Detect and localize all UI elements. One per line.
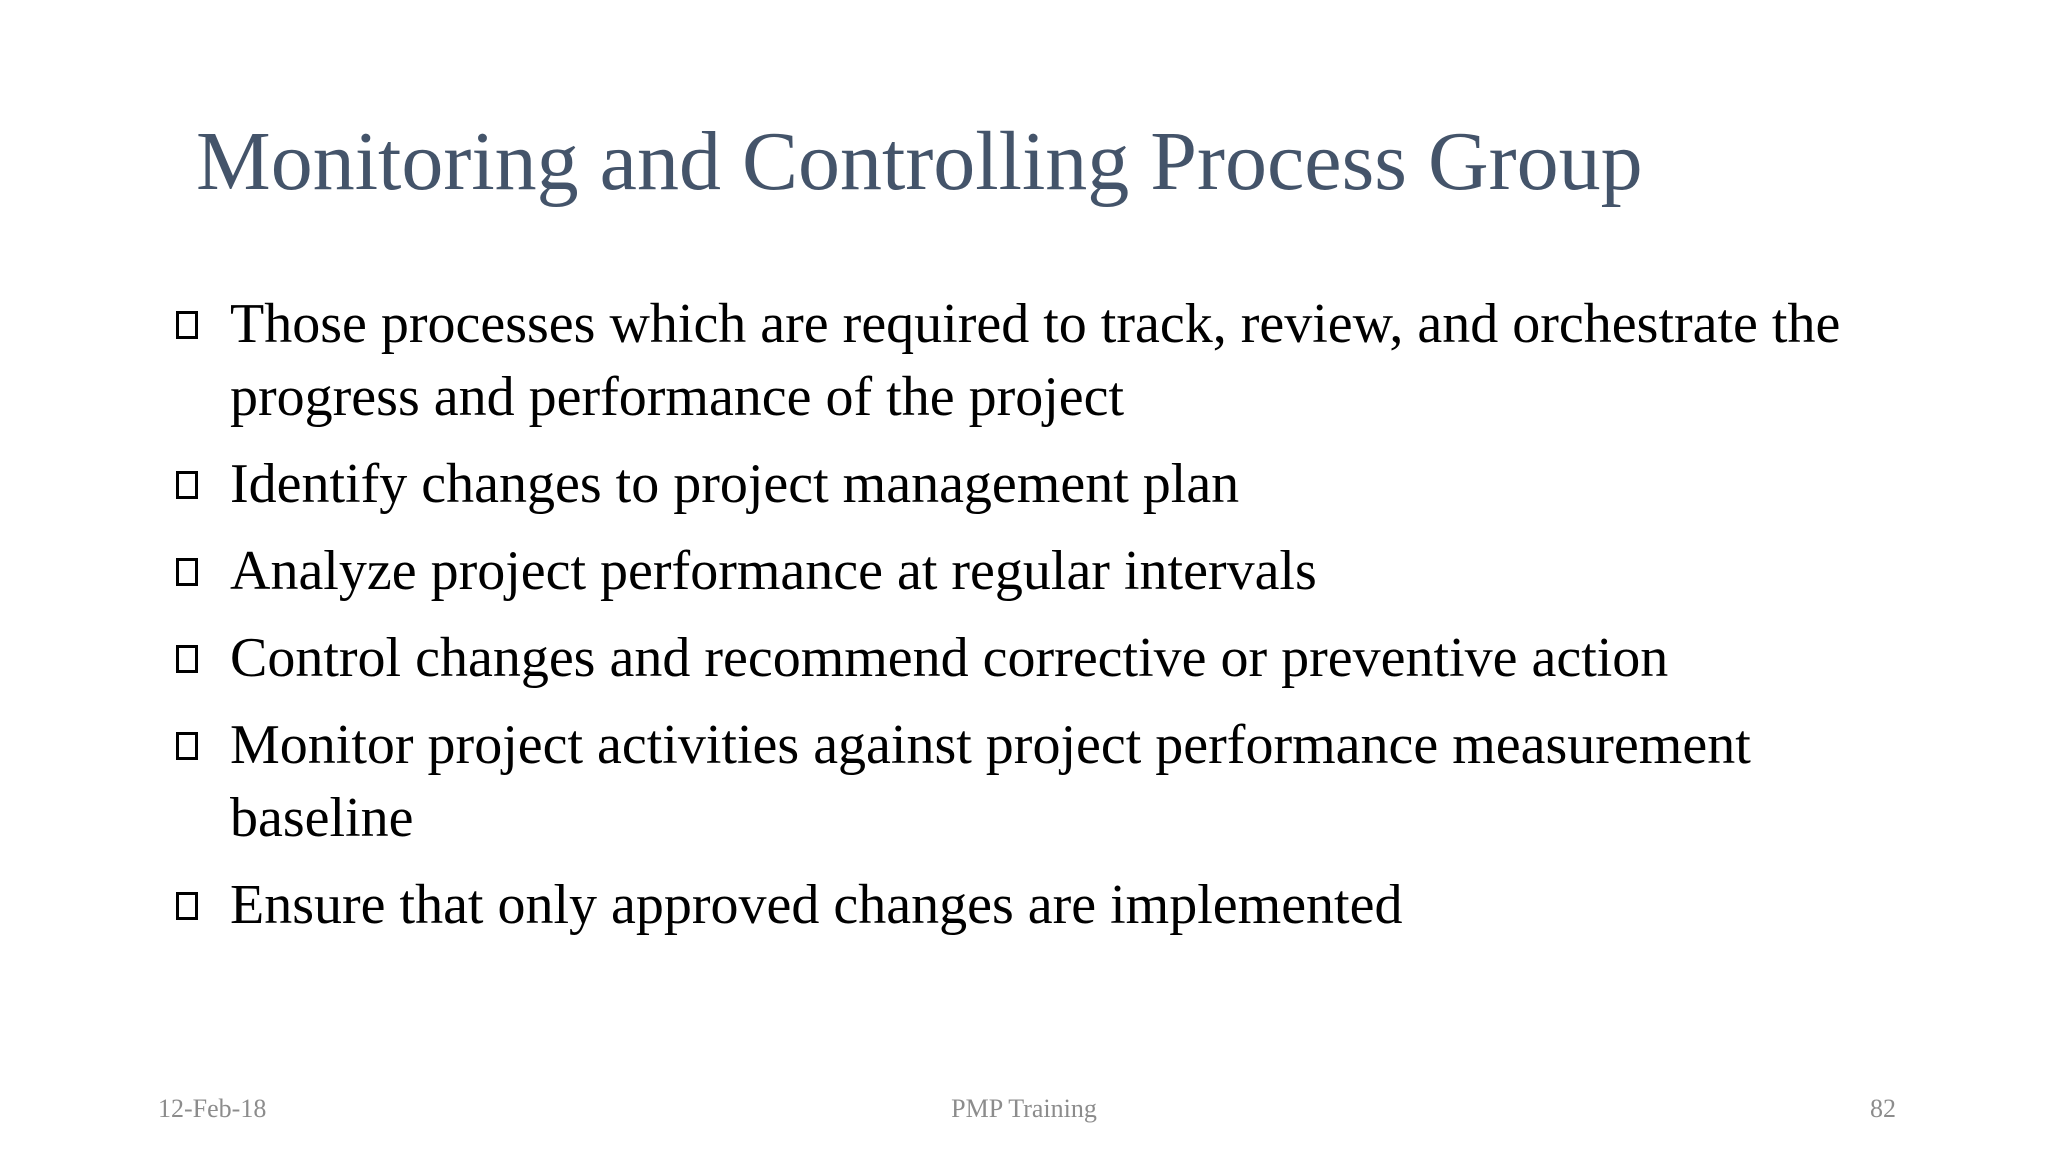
footer-title: PMP Training	[951, 1094, 1097, 1123]
checkbox-bullet-icon	[176, 732, 198, 760]
footer-date: 12-Feb-18	[158, 1094, 267, 1123]
bullet-item	[172, 448, 1892, 521]
bullet-item	[172, 288, 1892, 434]
bullet-item	[172, 535, 1892, 608]
bullet-text: Those processes which are required to track, review, and orchestrate the progress and performance of the project	[230, 293, 1841, 428]
bullet-text: Analyze project performance at regular intervals	[230, 540, 1317, 602]
bullet-list	[172, 288, 1892, 956]
footer-page-number: 82	[1870, 1094, 1896, 1123]
bullet-text: Control changes and recommend corrective or preventive action	[230, 627, 1669, 689]
bullet-item	[172, 622, 1892, 695]
checkbox-bullet-icon	[176, 892, 198, 920]
checkbox-bullet-icon	[176, 311, 198, 339]
bullet-text: Monitor project activities against project performance measurement baseline	[230, 714, 1751, 849]
bullet-text: Ensure that only approved changes are implemented	[230, 874, 1403, 936]
checkbox-bullet-icon	[176, 558, 198, 586]
slide-title: Monitoring and Controlling Process Group	[196, 115, 1643, 208]
checkbox-bullet-icon	[176, 645, 198, 673]
bullet-text: Identify changes to project management plan	[230, 453, 1240, 515]
bullet-item	[172, 869, 1892, 942]
checkbox-bullet-icon	[176, 471, 198, 499]
bullet-item	[172, 709, 1892, 855]
